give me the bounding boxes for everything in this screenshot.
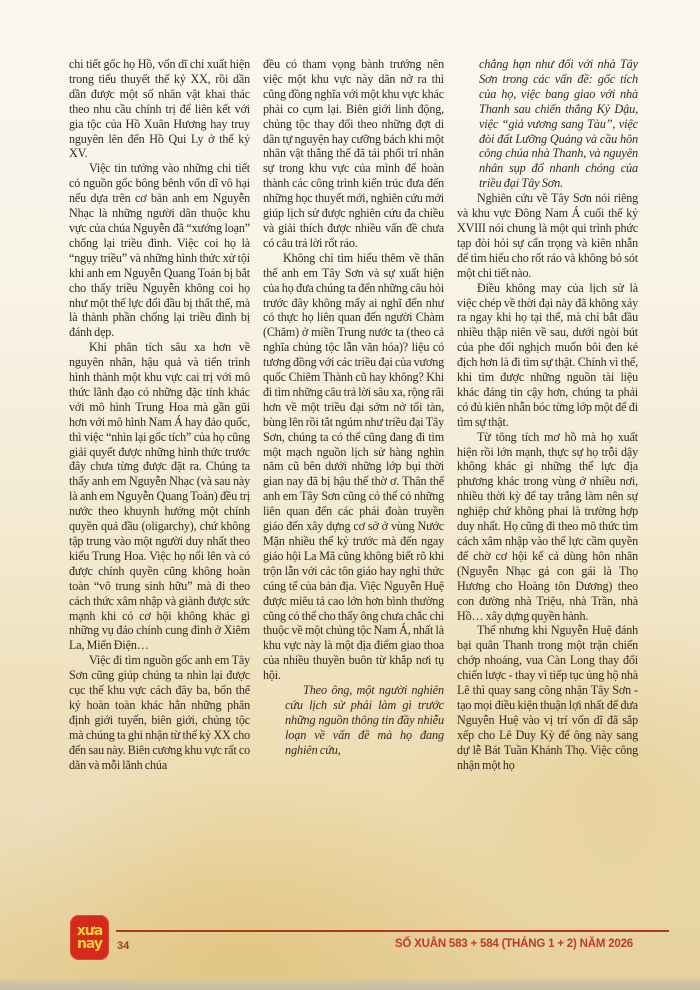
issue-info: SỐ XUÂN 583 + 584 (THÁNG 1 + 2) NĂM 2026 [394,938,633,950]
quote-paragraph: chẳng hạn như đối với nhà Tây Sơn trong các vấn đề: gốc tích của họ, việc bang giao với nhà Thanh sau chiến thắng Kỷ Dậu, việc “giả vương sang Tàu”, việc đòi đất Lưỡng Quảng và cầu hôn công chúa nhà Thanh, và nguyên nhân sụp đổ nhanh chóng của triều đại Tây Sơn. [479,57,638,191]
body-paragraph: Thế nhưng khi Nguyễn Huệ đánh bại quân Thanh trong một trận chiến chớp nhoáng, vua Càn Long thay đổi chiến lược - thay vì tiếp tục ủng hộ nhà Lê thì quay sang công nhận Tây Sơn - tạo mọi điều kiện thuận lợi nhất để đưa Nguyễn Huệ vào vị trí vốn dĩ đã sắp xếp cho Lê Duy Kỳ để ông này sang dự lễ Bát Tuần Khánh Thọ. Việc công nhận một họ [457,623,638,772]
footer-rule [116,930,669,932]
body-paragraph: đều có tham vọng bành trướng nên việc một khu vực này dãn nở ra thì cũng đồng nghĩa với một khu vực khác phải co cụm lại. Biên giới linh động, chủng tộc thay đổi theo những đợt di dân tự nguyện hay cưỡng bách khi một nhân vật thắng thế đã tái phối trí nhân sự trong khu vực của mình để hoàn thành các công trình kiến trúc đưa đến những học thuyết mới, nghiên cứu mới giúp lịch sử được nghiên cứu đa chiều và giải thích được nhiều vấn đề chưa có câu trả lời rốt ráo. [263,57,444,250]
quote-paragraph: Theo ông, một người nghiên cứu lịch sử phải làm gì trước những nguồn thông tin đầy nhiễu loạn về vấn đề mà họ đang nghiên cứu, [285,683,444,757]
magazine-logo [70,915,109,960]
body-paragraph: Việc đi tìm nguồn gốc anh em Tây Sơn cũng giúp chúng ta nhìn lại được cục thế khu vực cách đây ba, bốn thế kỷ hoàn toàn khác hẳn những phân định giới tuyến, biên giới, chủng tộc mà chúng ta ghi nhận từ thế kỷ XX cho đến sau này. Biên cương khu vực rất co dãn và mỗi lãnh chúa [69,653,250,772]
page-bottom-edge [0,979,700,990]
body-paragraph: Việc tin tưởng vào những chi tiết có nguồn gốc bông bênh vốn dĩ vô hại nếu dựa trên cơ bản anh em Nguyễn Nhạc là những người dân thuộc khu vực của chúa Nguyễn đã “xướng loạn” chống lại triều đình. Việc coi họ là “ngụy triều” và những hình thức xử tội khi anh em Nguyễn Quang Toản bị bắt cho thấy triều Nguyễn không coi họ như một thế lực đối đầu bị thất thế, mà là thành phần chống lại triều đình bị đánh dẹp. [69,161,250,340]
text-column-2 [263,57,444,913]
body-paragraph: Không chỉ tìm hiểu thêm về thân thế anh em Tây Sơn và sự xuất hiện của họ đưa chúng ta đến những câu hỏi trước đây không mấy ai nghĩ đến như có thực họ liên quan đến người Chàm (Chăm) ở miền Trung nước ta (theo cả nghĩa chủng tộc lẫn văn hóa)? liệu có tương đồng với các triều đại của vương quốc Chiêm Thành cũ hay không? Khi đi tìm những câu trả lời sâu xa, rộng rãi hơn về một triều đại sớm nở tối tàn, bùng lên rồi tắt ngúm như triều đại Tây Sơn, chúng ta có thể cũng đang đi tìm một mạch nguồn lịch sử hàng nghìn năm cũ bên dưới những lớp bụi thời gian nay đã bị hậu thế thờ ơ. Thân thế anh em Tây Sơn cũng có thể có những liên quan đến các phái đoàn truyền giáo đến xây dựng cơ sở ở vùng Nước Mặn nhiều thế kỷ trước mà đến ngay giáo hội La Mã cũng không biết rõ khi trộn lẫn với các tôn giáo hay nghi thức cúng tế của bản địa. Việc Nguyễn Huệ được miêu tả cao lớn hơn bình thường cũng có thể cho thấy ông chưa chắc chỉ thuộc về một chủng tộc Nam Á, nhất là khu vực này là một địa điểm giao thoa của nhiều thuyền buôn từ khắp nơi tụ hội. [263,250,444,683]
body-paragraph: Từ tông tích mơ hồ mà họ xuất hiện rồi lớn mạnh, thực sự họ trỗi dậy không khác gì những thế lực địa phương khác trong vùng ở nhiều nơi, nhiều thời kỳ để tay trắng làm nên sự nghiệp chứ không phai là trường hợp duy nhất. Họ cũng đi theo mô thức tìm cách xâm nhập vào thế lực cầm quyền để chờ cơ hội kể cả dùng hôn nhân (Nguyễn Nhạc gả con gái là Thọ Hương cho Hoàng tôn Dương) theo con đường nhà Triệu, nhà Trần, nhà Hồ… xây dựng quyền hành. [457,429,638,623]
page-number: 34 [117,940,130,952]
logo-text-line1: xưa [76,922,103,939]
body-paragraph: Điều không may của lịch sử là việc chép về thời đại này đã không xảy ra ngay khi họ tại thế, mà chỉ bắt đầu nhiều thập niên về sau, dưới ngòi bút của phe đối nghịch muốn bôi đen kẻ địch hơn là đi tìm sự thật. Chính vì thế, khi tìm được những nguồn tài liệu khác đáng tin cậy hơn, chúng ta phải có đủ kiên nhẫn bóc từng lớp một để đi tìm sự thật. [457,280,638,429]
body-paragraph: Nghiên cứu về Tây Sơn nói riêng và khu vực Đông Nam Á cuối thế kỷ XVIII nói chung là một qui trình phức tạp đòi hỏi sự cẩn trọng và kiên nhẫn để tìm hiểu cho rốt ráo và không bỏ sót một chi tiết nào. [457,191,638,280]
text-column-3 [457,57,638,913]
body-paragraph: Khi phân tích sâu xa hơn về nguyên nhân, hậu quả và tiến trình hình thành một khu vực cai trị với mô thức lãnh đạo có những đặc tính khác với mô hình Trung Hoa mà gần gũi hơn với mô hình Nam Á hay đảo quốc, thì việc “nhìn lại gốc tích” của họ cũng giải quyết được những hình thức trước đây chưa từng được đặt ra. Chúng ta thấy anh em Nguyễn Nhạc (và sau này là anh em Nguyễn Quang Toản) đều trị nước theo khuynh hướng một chính quyền quả đầu (oligarchy), chứ không tập trung vào một người duy nhất theo kiểu Trung Hoa. Việc họ nổi lên và có được chính quyền cũng không hoàn toàn “vô trung sinh hữu” mà đi theo cách thức xâm nhập và giành được sức mạnh khi có cơ hội không khác gì những vụ đảo chính cung đình ở Xiêm La, Miến Điện… [69,340,250,653]
logo-text-line2: nay [76,935,103,952]
body-paragraph: chi tiết gốc họ Hồ, vốn dĩ chỉ xuất hiện trong tiểu thuyết thế kỷ XX, rồi dần dần được một số nhân vật khai thác theo nhu cầu chính trị để liên kết với gia tộc của Hồ Xuân Hương hay truy nguyên lên đến Hồ Qui Ly ở thế kỷ XV. [69,57,250,161]
article-body [69,57,638,913]
text-column-1 [69,57,250,913]
